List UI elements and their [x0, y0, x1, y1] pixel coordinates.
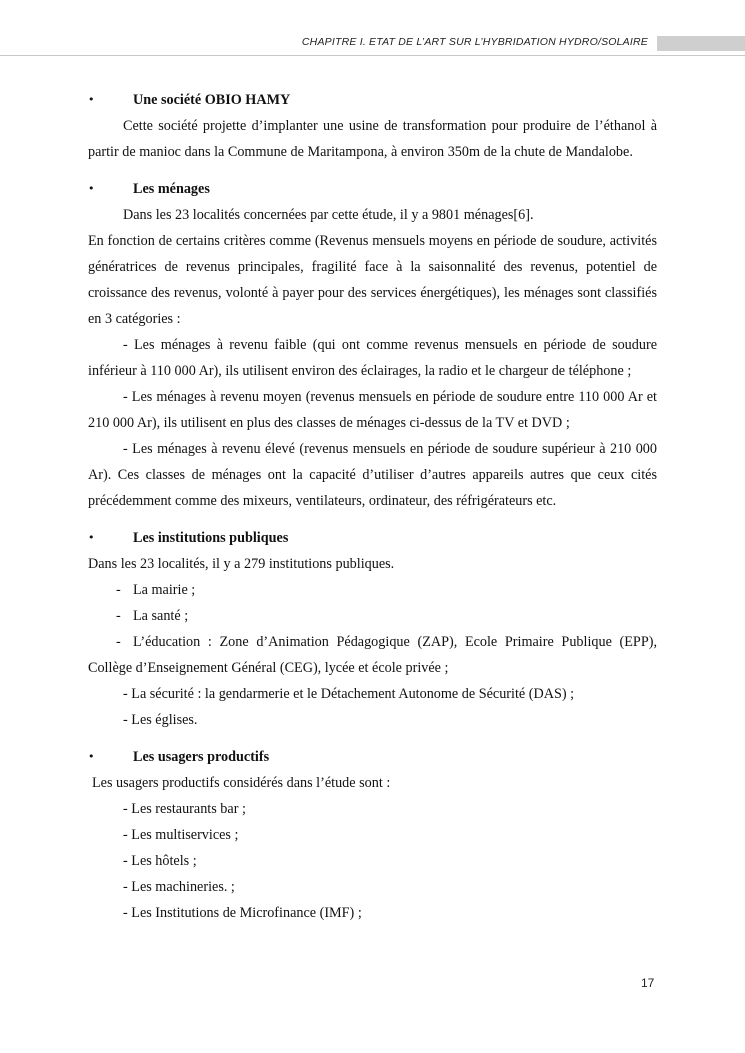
list-item: - Les machineries. ; — [123, 879, 235, 895]
heading-obio-hamy — [88, 87, 657, 113]
heading-institutions — [88, 525, 657, 551]
list-item — [88, 629, 657, 681]
heading-text: Une société OBIO HAMY — [133, 92, 291, 108]
list-item: - Les restaurants bar ; — [123, 801, 246, 817]
category-item: - Les ménages à revenu moyen (revenus mensuels en période de soudure entre 110 000 Ar et 210 000 Ar), ils utilisent en plus des classes de ménages ci-dessus de la TV et DVD ; — [88, 389, 657, 431]
heading-text: Les usagers productifs — [133, 749, 270, 765]
bullet-icon: • — [88, 93, 95, 106]
heading-text: Les institutions publiques — [133, 530, 289, 546]
heading-usagers — [88, 744, 657, 770]
bullet-icon: • — [88, 182, 95, 195]
list-item: - Les hôtels ; — [123, 853, 197, 869]
list-item-text: La santé ; — [133, 608, 189, 624]
list-item-text: La mairie ; — [133, 582, 196, 598]
heading-menages — [88, 176, 657, 202]
bullet-icon: • — [88, 531, 95, 544]
list-item-text: L’éducation : Zone d’Animation Pédagogique (ZAP), Ecole Primaire Publique (EPP), Collège d’Enseignement Général (CEG), lycée et école privée ; — [88, 634, 657, 676]
header-gray-bar — [657, 36, 745, 51]
paragraph: Dans les 23 localités, il y a 279 institutions publiques. — [88, 556, 395, 572]
running-header — [0, 31, 745, 56]
dash-marker: - — [116, 608, 121, 624]
category-item: - Les ménages à revenu élevé (revenus mensuels en période de soudure supérieur à 210 000 Ar). Ces classes de ménages ont la capacité d’utiliser d’autres appareils autres que ceux cités précédemment comme des mixeurs, ventilateurs, ordinateur, des réfrigérateurs etc. — [88, 441, 657, 509]
dash-marker: - — [116, 634, 121, 650]
bullet-icon: • — [88, 750, 95, 763]
paragraph: Dans les 23 localités concernées par cette étude, il y a 9801 ménages[6]. — [123, 207, 534, 223]
paragraph: En fonction de certains critères comme (Revenus mensuels moyens en période de soudure, activités génératrices de revenus principales, fragilité face à la saisonnalité des revenus, potentiel de croissance des revenus, volonté à payer pour des services énergétiques), les ménages sont classifiés en 3 catégories : — [88, 233, 657, 327]
paragraph: Cette société projette d’implanter une usine de transformation pour produire de l’éthanol à partir de manioc dans la Commune de Maritampona, à environ 350m de la chute de Mandalobe. — [88, 118, 657, 160]
list-item — [88, 577, 657, 603]
body-text — [88, 87, 657, 926]
list-item: - Les Institutions de Microfinance (IMF) ; — [123, 905, 362, 921]
list-item: - Les multiservices ; — [123, 827, 239, 843]
header-title: CHAPITRE I. ETAT DE L’ART SUR L’HYBRIDATION HYDRO/SOLAIRE — [301, 36, 648, 48]
list-item: - Les églises. — [123, 712, 198, 728]
dash-marker: - — [116, 582, 121, 598]
list-item: - La sécurité : la gendarmerie et le Détachement Autonome de Sécurité (DAS) ; — [123, 686, 575, 702]
heading-text: Les ménages — [133, 181, 210, 197]
category-item: - Les ménages à revenu faible (qui ont comme revenus mensuels en période de soudure inférieur à 110 000 Ar), ils utilisent environ des éclairages, la radio et le chargeur de téléphone ; — [88, 337, 657, 379]
paragraph: Les usagers productifs considérés dans l’étude sont : — [92, 775, 391, 791]
page-number: 17 — [641, 976, 655, 990]
list-item — [88, 603, 657, 629]
